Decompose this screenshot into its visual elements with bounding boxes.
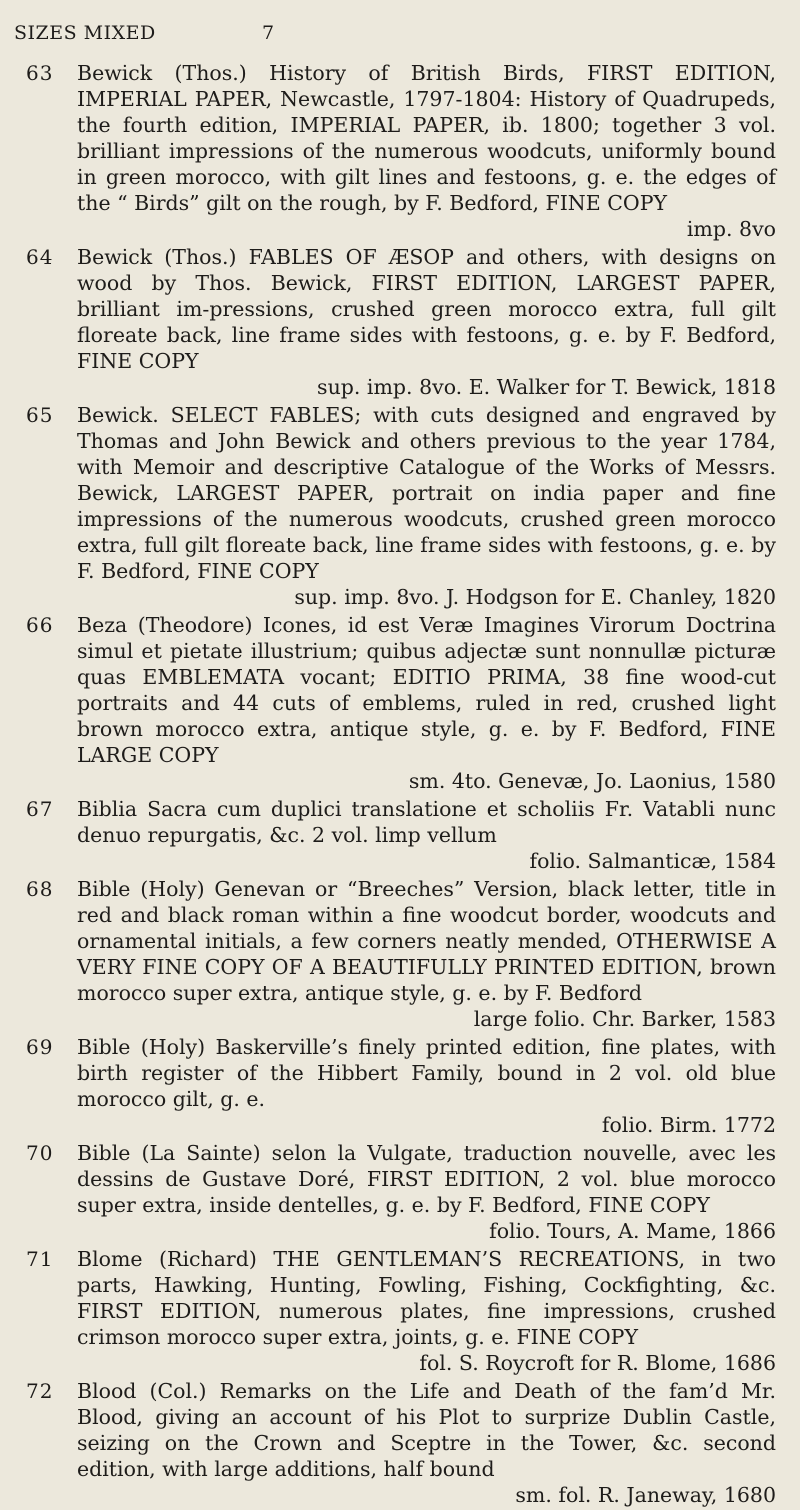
lot-number: 68 (26, 877, 54, 901)
lot-description: Bible (Holy) Genevan or “Breeches” Version, black letter, title in red and black roman within a fine woodcut border, woodcuts and ornamental initials, a few corners neatly mended, OTHERWISE A VERY FINE COPY OF A BEAUTIFULLY PRINTED EDITION, brown morocco super extra, antique style, g. e. by F. Bedford (77, 877, 776, 1005)
page-number: 7 (262, 22, 275, 44)
lot-entry (0, 612, 800, 794)
lot-number: 70 (26, 1141, 54, 1165)
lot-entry (0, 402, 800, 610)
lot-number: 65 (26, 403, 54, 427)
entry-list (0, 60, 800, 1510)
lot-imprint: folio. Birm. 1772 (601, 1113, 776, 1137)
lot-imprint: folio. Salmanticæ, 1584 (529, 849, 776, 873)
lot-number: 72 (26, 1379, 54, 1403)
lot-imprint: sup. imp. 8vo. J. Hodgson for E. Chanley, 1820 (294, 585, 776, 609)
lot-description: Bible (Holy) Baskerville’s finely printed edition, fine plates, with birth register of the Hibbert Family, bound in 2 vol. old blue morocco gilt, g. e. (77, 1035, 776, 1111)
lot-imprint: imp. 8vo (686, 217, 776, 241)
lot-entry (0, 796, 800, 874)
lot-description: Bewick (Thos.) History of British Birds, FIRST EDITION, IMPERIAL PAPER, Newcastle, 1797-1804: History of Quadrupeds, the fourth edition, IMPERIAL PAPER, ib. 1800; together 3 vol. brilliant impressions of the numerous woodcuts, uniformly bound in green morocco, with gilt lines and festoons, g. e. the edges of the “ Birds” gilt on the rough, by F. Bedford, FINE COPY (77, 61, 776, 215)
lot-entry (0, 60, 800, 242)
lot-description: Beza (Theodore) Icones, id est Veræ Imagines Virorum Doctrina simul et pietate illustrium; quibus adjectæ sunt nonnullæ picturæ quas EMBLEMATA vocant; EDITIO PRIMA, 38 fine wood-cut portraits and 44 cuts of emblems, ruled in red, crushed light brown morocco extra, antique style, g. e. by F. Bedford, FINE LARGE COPY (77, 613, 776, 767)
lot-imprint: sup. imp. 8vo. E. Walker for T. Bewick, 1818 (317, 375, 776, 399)
lot-imprint: fol. S. Roycroft for R. Blome, 1686 (419, 1351, 776, 1375)
lot-imprint: sm. fol. R. Janeway, 1680 (515, 1483, 776, 1507)
lot-entry (0, 1140, 800, 1244)
lot-description: Blome (Richard) THE GENTLEMAN’S RECREATIONS, in two parts, Hawking, Hunting, Fowling, Fishing, Cockfighting, &c. FIRST EDITION, numerous plates, fine impressions, crushed crimson morocco super extra, joints, g. e. FINE COPY (77, 1247, 776, 1349)
lot-description: Blood (Col.) Remarks on the Life and Death of the fam’d Mr. Blood, giving an account of his Plot to surprize Dublin Castle, seizing on the Crown and Sceptre in the Tower, &c. second edition, with large additions, half bound (77, 1379, 776, 1481)
lot-description: Bible (La Sainte) selon la Vulgate, traduction nouvelle, avec les dessins de Gustave Doré, FIRST EDITION, 2 vol. blue morocco super extra, inside dentelles, g. e. by F. Bedford, FINE COPY (77, 1141, 776, 1217)
lot-entry (0, 244, 800, 400)
lot-number: 64 (26, 245, 54, 269)
lot-number: 71 (26, 1247, 54, 1271)
lot-imprint: large folio. Chr. Barker, 1583 (473, 1007, 776, 1031)
lot-description: Biblia Sacra cum duplici translatione et scholiis Fr. Vatabli nunc denuo repurgatis, &c. 2 vol. limp vellum (77, 797, 776, 847)
lot-imprint: sm. 4to. Genevæ, Jo. Laonius, 1580 (408, 769, 776, 793)
running-head (14, 22, 770, 48)
lot-description: Bewick. SELECT FABLES; with cuts designed and engraved by Thomas and John Bewick and others previous to the year 1784, with Memoir and descriptive Catalogue of the Works of Messrs. Bewick, LARGEST PAPER, portrait on india paper and fine impressions of the numerous woodcuts, crushed green morocco extra, full gilt floreate back, line frame sides with festoons, g. e. by F. Bedford, FINE COPY (77, 403, 776, 583)
lot-entry (0, 876, 800, 1032)
lot-imprint: folio. Tours, A. Mame, 1866 (489, 1219, 776, 1243)
lot-entry (0, 1246, 800, 1376)
lot-number: 66 (26, 613, 54, 637)
lot-number: 67 (26, 797, 54, 821)
section-title: SIZES MIXED (14, 22, 156, 44)
lot-entry (0, 1034, 800, 1138)
lot-description: Bewick (Thos.) FABLES OF ÆSOP and others, with designs on wood by Thos. Bewick, FIRST EDITION, LARGEST PAPER, brilliant im-pressions, crushed green morocco extra, full gilt floreate back, line frame sides with festoons, g. e. by F. Bedford, FINE COPY (77, 245, 776, 373)
lot-entry (0, 1378, 800, 1508)
lot-number: 69 (26, 1035, 54, 1059)
lot-number: 63 (26, 61, 54, 85)
